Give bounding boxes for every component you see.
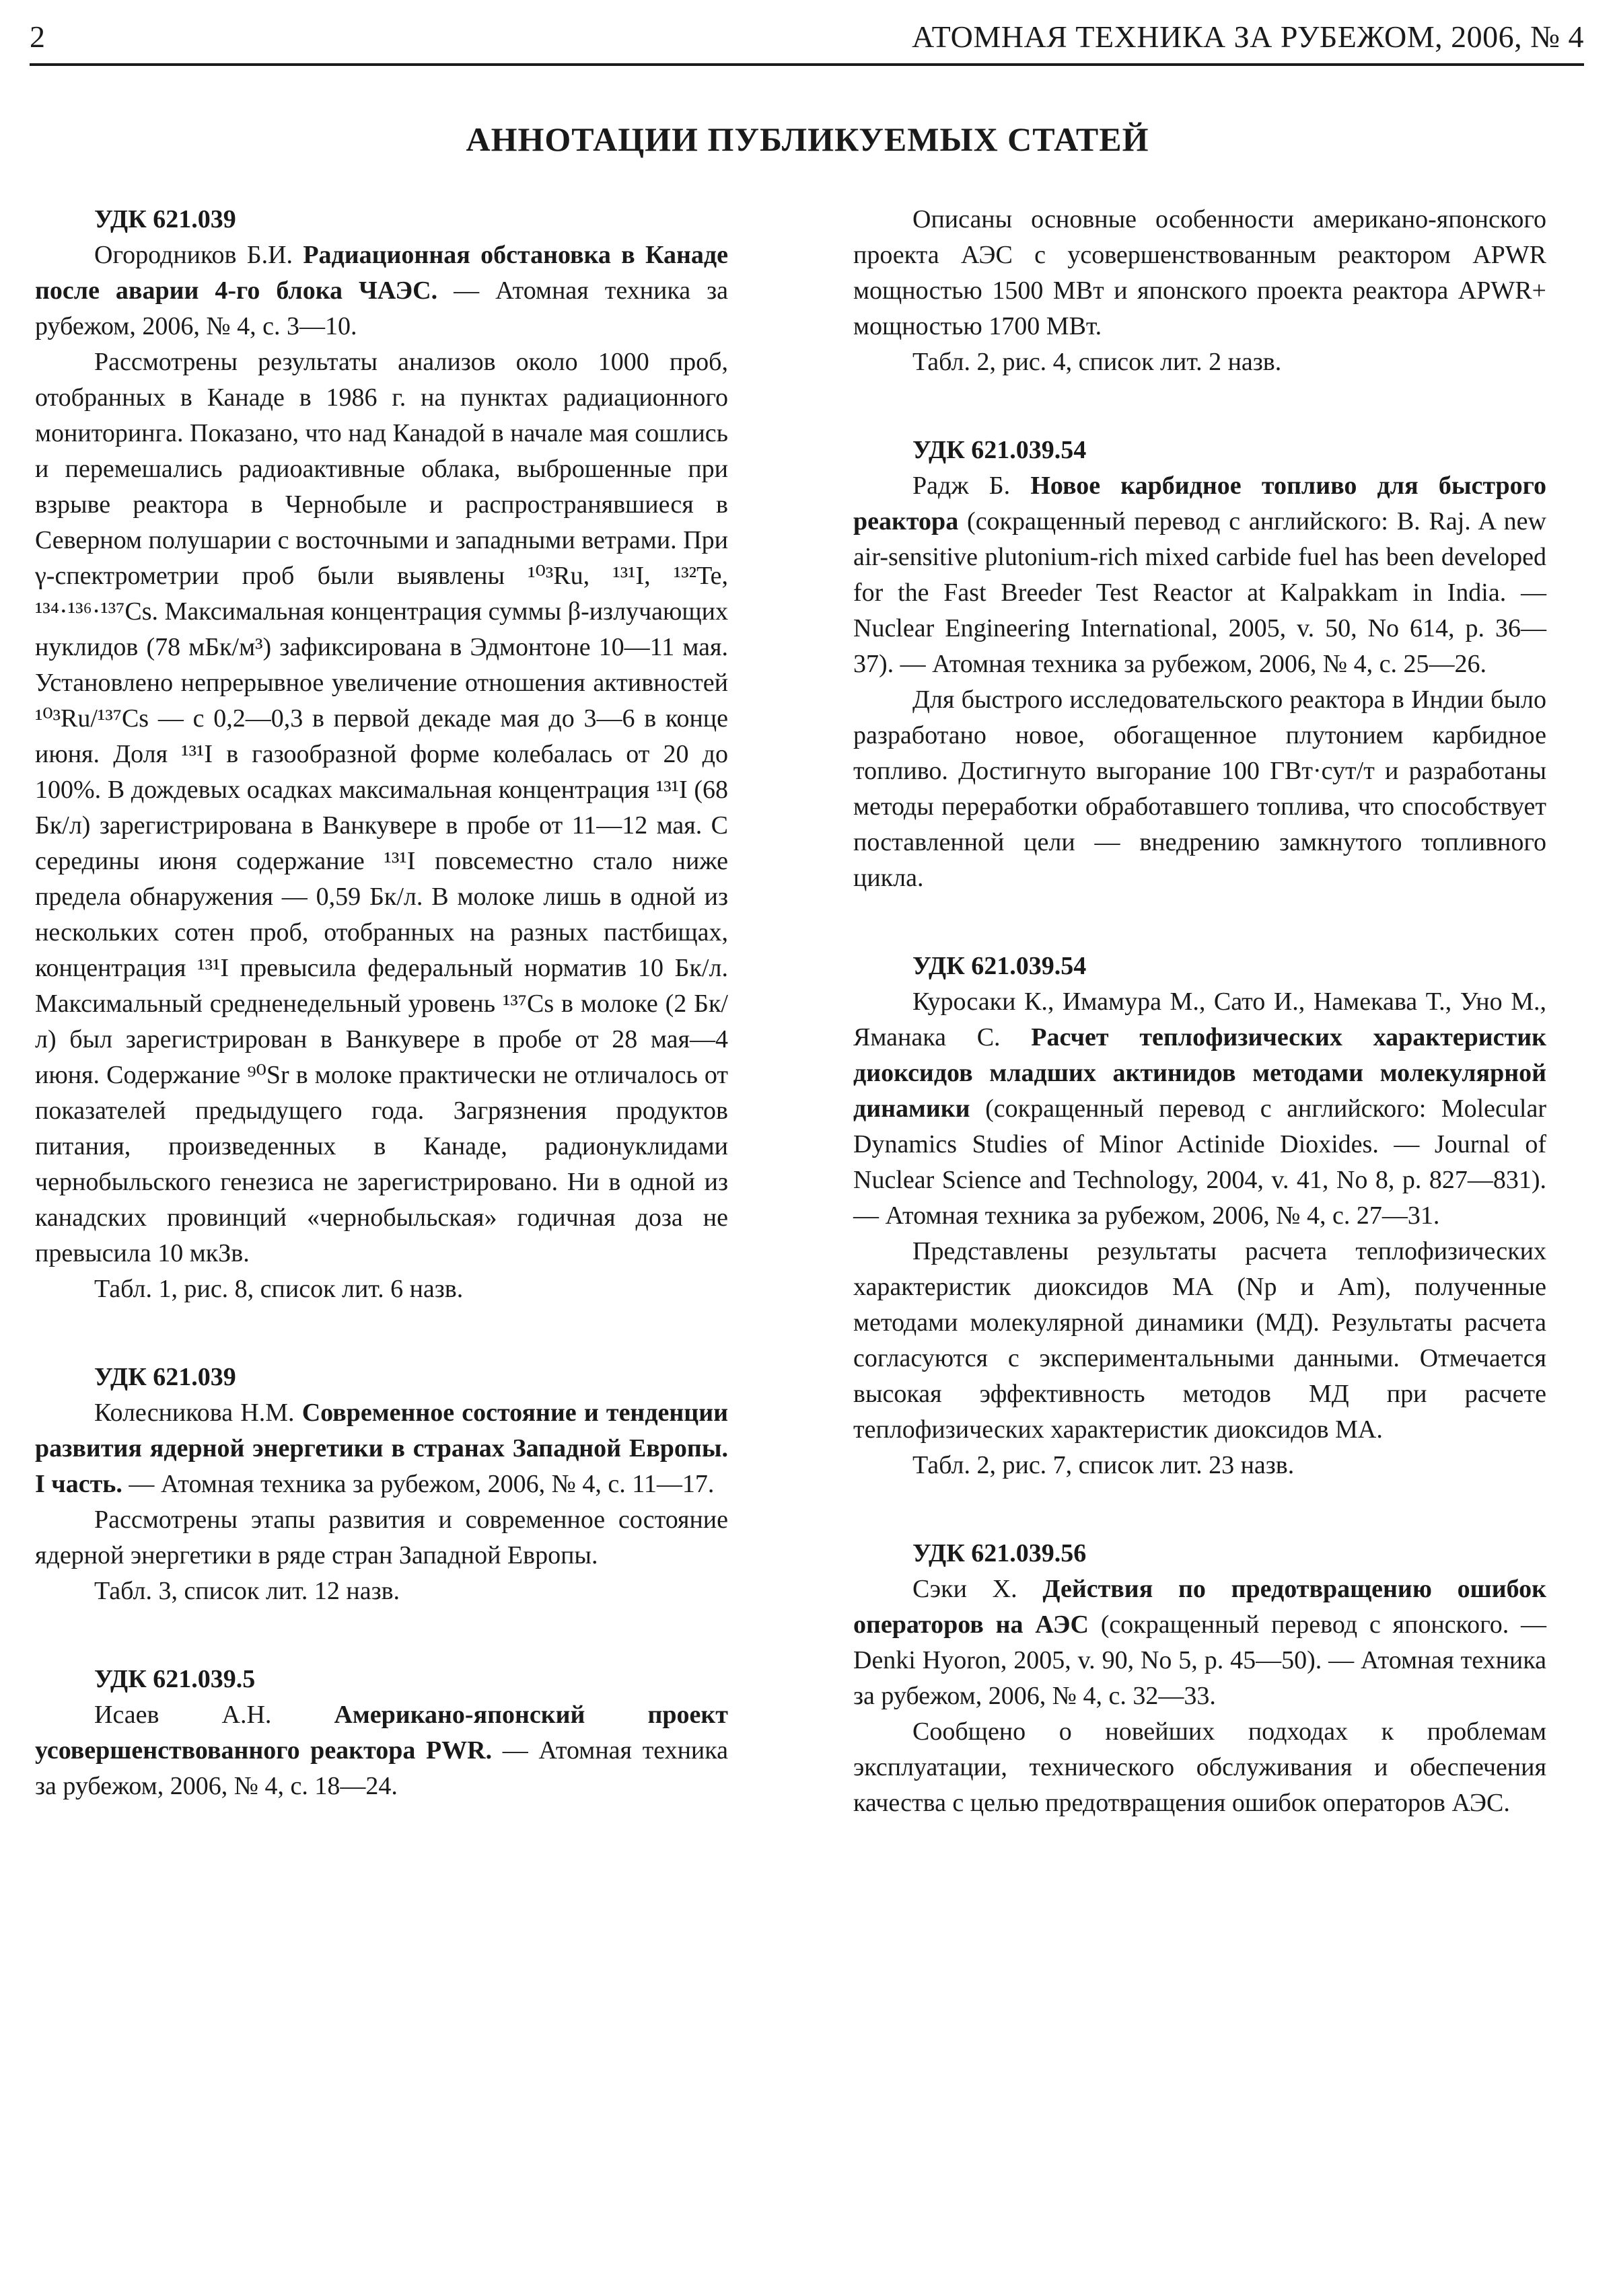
article-isaev — [35, 1662, 728, 1804]
right-column — [853, 202, 1546, 1874]
article-ogorodnikov — [35, 202, 728, 1307]
article-title: Новое карбидное топливо для быстрого реактора — [853, 472, 1546, 535]
article-reference — [35, 1697, 728, 1804]
article-source: (сокращенный перевод с английского: Molecular Dynamics Studies of Minor Actinide Dioxides. — Journal of Nuclear Science and Technology, 2004, v. 41, No 8, p. 827—831). — Атомная техника за рубежом, 2006, № 4, с. 27—31. — [853, 1095, 1546, 1230]
running-header — [30, 15, 1584, 66]
article-stats: Табл. 2, рис. 7, список лит. 23 назв. — [912, 1451, 1295, 1479]
udk-code: УДК 621.039.54 — [912, 436, 1087, 464]
article-abstract: Для быстрого исследовательского реактора в Индии было разработано новое, обогащенное плутонием карбидное топливо. Достигнуто выгорание 100 ГВт·сут/т и разработаны методы переработки обработавшего топлива, что способствует поставленной цели — внедрению замкнутого топливного цикла. — [853, 686, 1546, 892]
article-authors: Куросаки К., Имамура М., Сато И., Намекава Т., Уно М., Яманака С. — [853, 988, 1546, 1051]
udk-code: УДК 621.039.5 — [94, 1665, 256, 1693]
udk-code: УДК 621.039.54 — [912, 952, 1087, 980]
journal-running-title: АТОМНАЯ ТЕХНИКА ЗА РУБЕЖОМ, 2006, № 4 — [911, 20, 1584, 54]
article-source: — Атомная техника за рубежом, 2006, № 4, с. 3—10. — [35, 276, 728, 340]
article-source: — Атомная техника за рубежом, 2006, № 4, с. 18—24. — [35, 1736, 728, 1800]
article-stats: Табл. 3, список лит. 12 назв. — [94, 1577, 400, 1605]
article-raj — [853, 433, 1546, 896]
article-abstract: Представлены результаты расчета теплофизических характеристик диоксидов МА (Np и Am), полученные методами молекулярной динамики (МД). Результаты расчета согласуются с экспериментальными данными. Отмечается высокая эффективность методов МД при расчете теплофизических характеристик диоксидов МА. — [853, 1237, 1546, 1444]
article-title: Расчет теплофизических характеристик диоксидов младших актинидов методами молекулярной динамики — [853, 1023, 1546, 1123]
article-abstract: Описаны основные особенности американо-японского проекта АЭС с усовершенствованным реактором APWR мощностью 1500 МВт и японского проекта реактора APWR+ мощностью 1700 МВт. — [853, 205, 1546, 340]
article-authors: Исаев А.Н. — [94, 1701, 334, 1729]
article-abstract: Рассмотрены этапы развития и современное состояние ядерной энергетики в ряде стран Западной Европы. — [35, 1506, 728, 1569]
article-abstract: Сообщено о новейших подходах к проблемам эксплуатации, технического обслуживания и обеспечения качества с целью предотвращения ошибок операторов АЭС. — [853, 1717, 1546, 1817]
left-column — [35, 202, 728, 1857]
udk-code: УДК 621.039 — [94, 1363, 236, 1391]
article-title: Действия по предотвращению ошибок операторов на АЭС — [853, 1575, 1546, 1639]
article-stats: Табл. 1, рис. 8, список лит. 6 назв. — [94, 1275, 464, 1303]
article-authors: Сэки Х. — [912, 1575, 1043, 1603]
article-seki — [853, 1536, 1546, 1821]
article-stats: Табл. 2, рис. 4, список лит. 2 назв. — [912, 348, 1282, 376]
page-title: АННОТАЦИИ ПУБЛИКУЕМЫХ СТАТЕЙ — [466, 120, 1149, 158]
article-reference — [853, 468, 1546, 682]
article-authors: Огородников Б.И. — [94, 241, 303, 269]
udk-code: УДК 621.039.56 — [912, 1539, 1087, 1567]
article-title: Американо-японский проект усовершенствованного реактора PWR. — [35, 1701, 728, 1765]
udk-code: УДК 621.039 — [94, 205, 236, 233]
page-number: 2 — [30, 20, 45, 54]
article-abstract: Рассмотрены результаты анализов около 1000 проб, отобранных в Канаде в 1986 г. на пунктах радиационного мониторинга. Показано, что над Канадой в начале мая сошлись и перемешались радиоактивные облака, выброшенные при взрыве реактора в Чернобыле и распространявшиеся в Северном полушарии с восточными и западными ветрами. При γ-спектрометрии проб были выявлены ¹⁰³Ru, ¹³¹I, ¹³²Te, ¹³⁴·¹³⁶·¹³⁷Cs. Максимальная концентрация суммы β-излучающих нуклидов (78 мБк/м³) зафиксирована в Эдмонтоне 10—11 мая. Установлено непрерывное увеличение отношения активностей ¹⁰³Ru/¹³⁷Cs — с 0,2—0,3 в первой декаде мая до 3—6 в конце июня. Доля ¹³¹I в газообразной форме колебалась от 20 до 100%. В дождевых осадках максимальная концентрация ¹³¹I (68 Бк/л) зарегистрирована в Ванкувере в пробе от 11—12 мая. С середины июня содержание ¹³¹I повсеместно стало ниже предела обнаружения — 0,59 Бк/л. В молоке лишь в одной из нескольких сотен проб, отобранных на разных пастбищах, концентрация ¹³¹I превысила федеральный норматив 10 Бк/л. Максимальный средненедельный уровень ¹³⁷Cs в молоке (2 Бк/л) был зарегистрирован в Ванкувере в пробе от 28 мая—4 июня. Содержание ⁹⁰Sr в молоке практически не отличалось от показателей предыдущего года. Загрязнения продуктов питания, произведенных в Канаде, радионуклидами чернобыльского генезиса не зарегистрировано. Ни в одной из канадских провинций «чернобыльская» годичная доза не превысила 10 мкЗв. — [35, 348, 728, 1267]
article-reference — [35, 237, 728, 344]
article-authors: Колесникова Н.М. — [94, 1399, 302, 1427]
article-title: Радиационная обстановка в Канаде после аварии 4-го блока ЧАЭС. — [35, 241, 728, 305]
article-title: Современное состояние и тенденции развития ядерной энергетики в странах Западной Европы. I часть. — [35, 1399, 728, 1498]
article-authors: Радж Б. — [912, 472, 1031, 500]
article-isaev-continued — [853, 202, 1546, 380]
article-source: (сокращенный перевод с английского: B. Raj. A new air-sensitive plutonium-rich mixed carbide fuel has been developed for the Fast Breeder Test Reactor at Kalpakkam in India. — Nuclear Engineering International, 2005, v. 50, No 614, p. 36—37). — Атомная техника за рубежом, 2006, № 4, с. 25—26. — [853, 507, 1546, 678]
article-kurosaki — [853, 949, 1546, 1483]
article-kolesnikova — [35, 1360, 728, 1609]
article-reference — [853, 1571, 1546, 1714]
article-source: — Атомная техника за рубежом, 2006, № 4, с. 11—17. — [122, 1470, 715, 1498]
article-reference — [35, 1395, 728, 1502]
article-source: (сокращенный перевод с японского. — Denki Hyoron, 2005, v. 90, No 5, p. 45—50). — Атомная техника за рубежом, 2006, № 4, с. 32—33. — [853, 1610, 1547, 1710]
article-reference — [853, 984, 1546, 1234]
